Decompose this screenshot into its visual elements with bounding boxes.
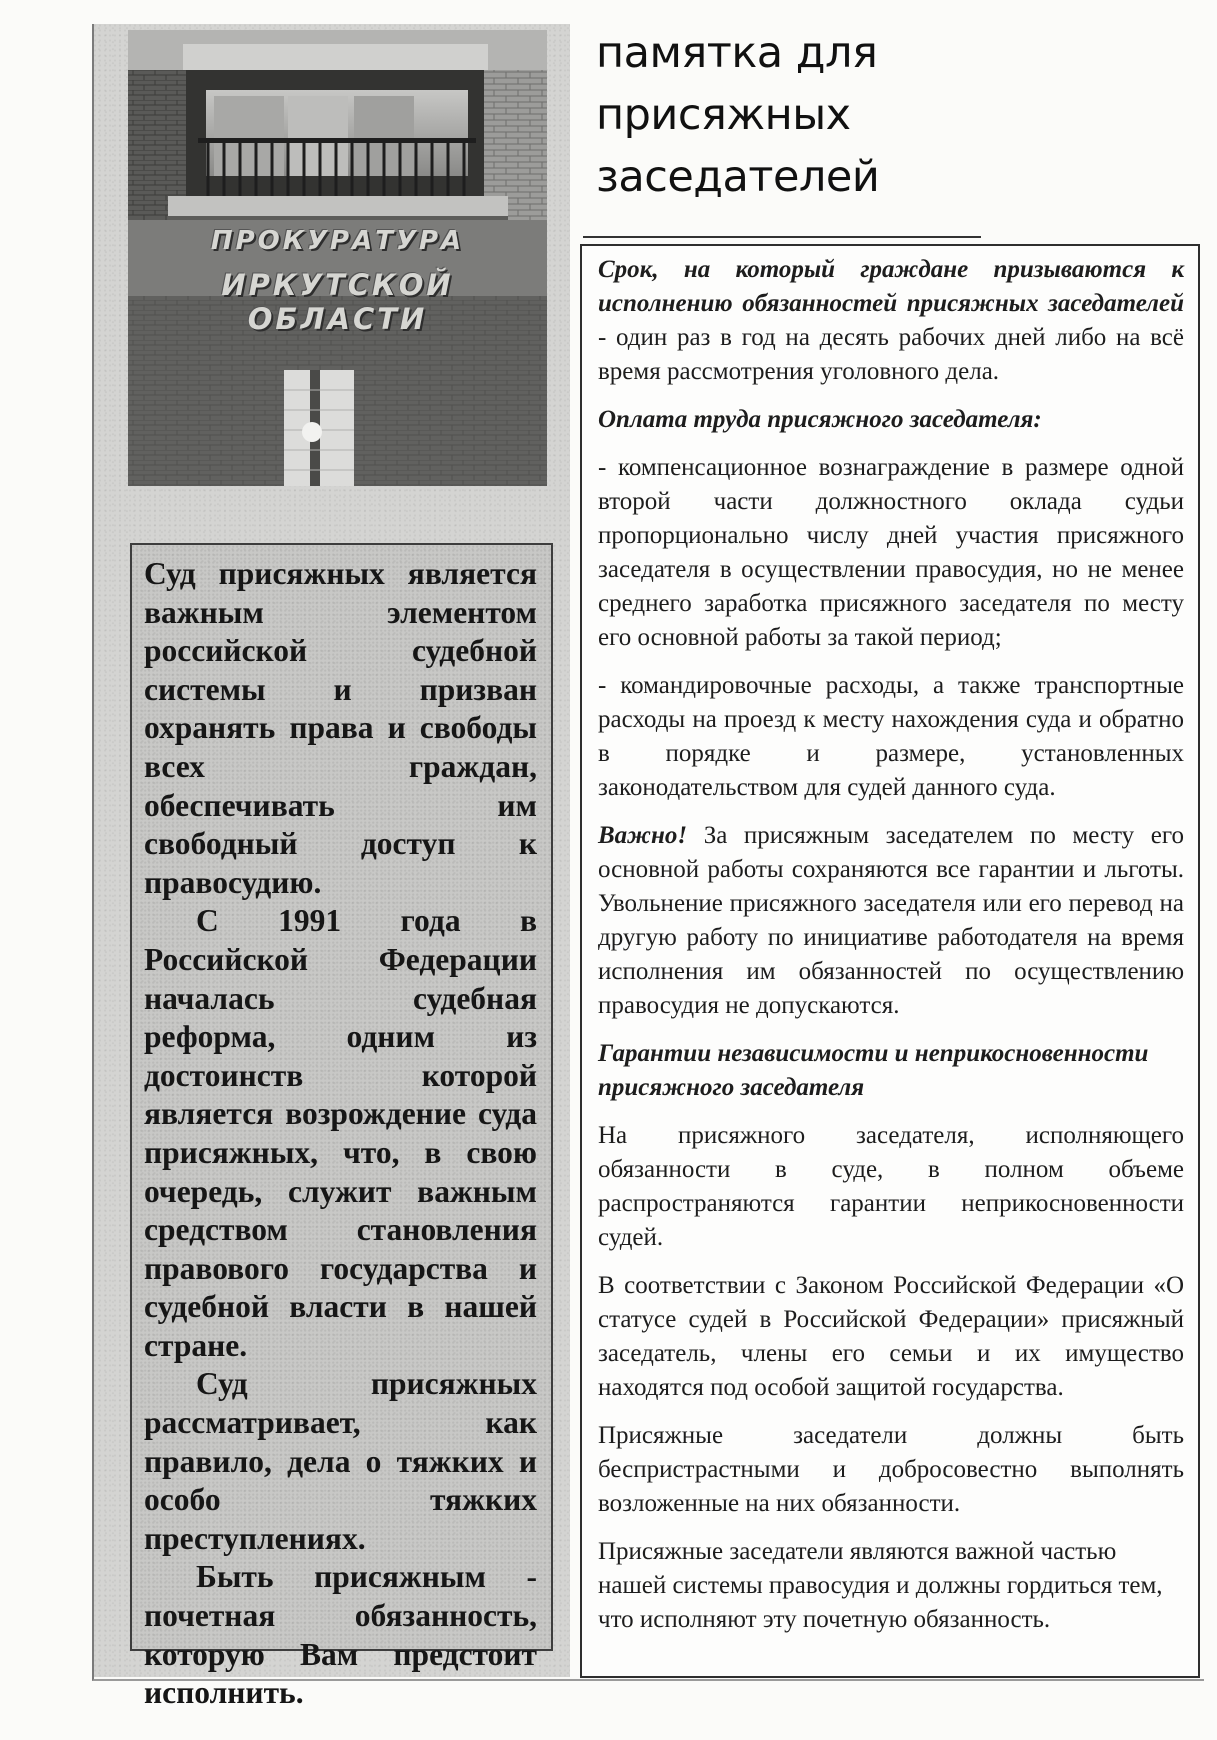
title-line-3: заседателей <box>596 152 880 202</box>
pay-item-travel: - командировочные расходы, а также транспортные расходы на проезд к месту нахождения суда и обратно в порядке и размере, установленных законодательством для судей данного суда. <box>598 672 1184 801</box>
pay-item-compensation: - компенсационное вознаграждение в размере одной второй части должностного оклада судьи пропорционально числу дней участия присяжного заседателя в осуществлении правосудия, но не менее среднего заработка присяжного заседателя по месту его основной работы за такой период; <box>598 454 1184 651</box>
photo-sign-line-1: ПРОКУРАТУРА <box>210 226 465 256</box>
intro-paragraph: Быть присяжным - почетная обязанность, которую Вам предстоит исполнить. <box>144 1559 537 1711</box>
intro-paragraph: Суд присяжных является важным элементом российской судебной системы и призван охранять права и свободы всех граждан, обеспечивать им свободный доступ к правосудию. <box>144 556 537 900</box>
impartiality-paragraph: Присяжные заседатели должны быть беспристрастными и добросовестно выполнять возложенные на них обязанности. <box>598 1422 1184 1517</box>
term-paragraph <box>598 253 1184 389</box>
page-title <box>596 22 1016 208</box>
intro-text-box <box>130 543 553 1711</box>
building-photo <box>128 30 547 486</box>
title-underline <box>583 236 981 238</box>
intro-paragraph: Суд присяжных рассматривает, как правило, дела о тяжких и особо тяжких преступлениях. <box>144 1366 537 1556</box>
term-text: - один раз в год на десять рабочих дней либо на всё время рассмотрения уголовного дела. <box>598 324 1184 385</box>
term-heading: Срок, на который граждане призываются к исполнению обязанностей присяжных заседателей <box>598 256 1184 317</box>
title-line-1: памятка для <box>596 28 878 78</box>
guarantee-heading: Гарантии независимости и неприкосновенности присяжного заседателя <box>598 1040 1149 1101</box>
info-text-box <box>580 244 1200 1678</box>
important-paragraph <box>598 819 1184 1023</box>
title-line-2: присяжных <box>596 90 851 140</box>
law-paragraph: В соответствии с Законом Российской Федерации «О статусе судей в Российской Федерации» присяжный заседатель, члены его семьи и их имущество находятся под особой защитой государства. <box>598 1272 1184 1401</box>
photo-sign-line-2: ИРКУТСКОЙ ОБЛАСТИ <box>221 268 454 336</box>
intro-paragraph: С 1991 года в Российской Федерации началась судебная реформа, одним из достоинств которой является возрождение суда присяжных, что, в свою очередь, служит важным средством становления правового государства и судебной власти в нашей стране. <box>144 903 537 1363</box>
guarantee-paragraph: На присяжного заседателя, исполняющего обязанности в суде, в полном объеме распространяются гарантии неприкосновенности судей. <box>598 1122 1184 1251</box>
building-illustration <box>128 30 547 486</box>
important-label: Важно! <box>598 822 688 849</box>
pay-heading: Оплата труда присяжного заседателя: <box>598 406 1042 433</box>
important-text: За присяжным заседателем по месту его основной работы сохраняются все гарантии и льготы. Увольнение присяжного заседателя или его перевод на другую работу по инициативе работодателя на время исполнения им обязанностей по осуществлению правосудия не допускаются. <box>598 822 1184 1019</box>
closing-paragraph: Присяжные заседатели являются важной частью нашей системы правосудия и должны гордиться тем, что исполняют эту почетную обязанность. <box>598 1538 1163 1633</box>
